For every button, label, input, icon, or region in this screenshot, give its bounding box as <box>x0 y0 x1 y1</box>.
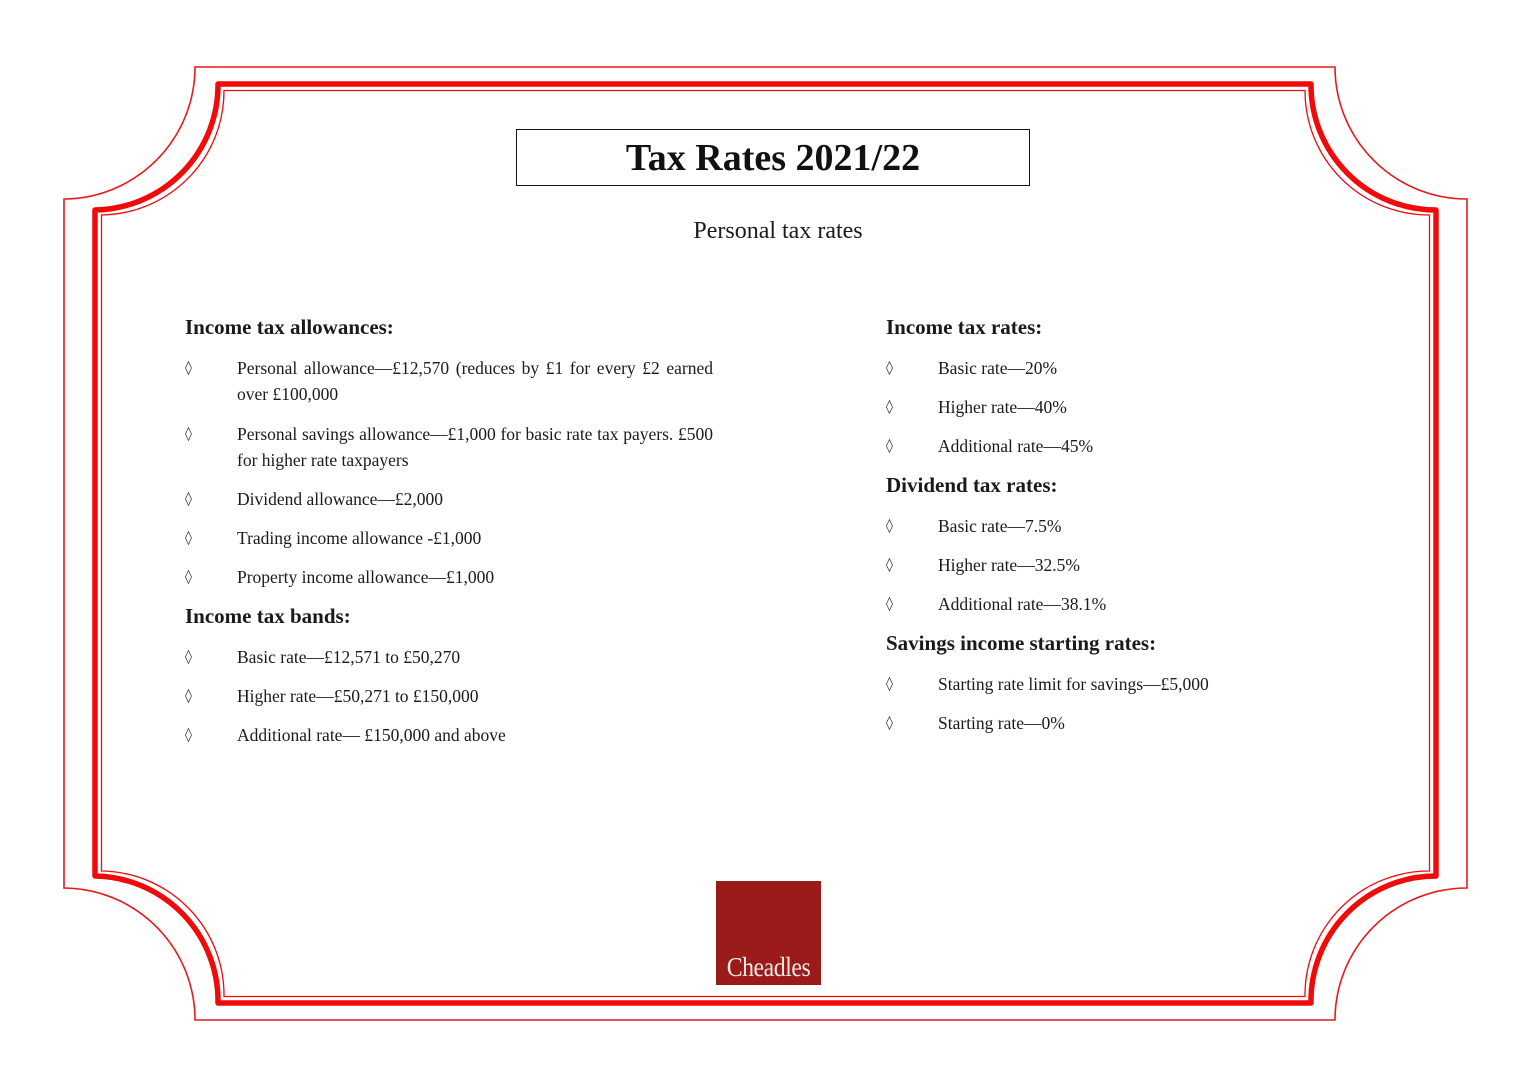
diamond-bullet-icon: ◊ <box>886 360 893 376</box>
section-heading: Dividend tax rates: <box>886 473 1058 497</box>
left-column <box>185 312 713 748</box>
list-item: ◊ Basic rate—20% <box>886 355 1306 381</box>
list-item: ◊ Starting rate—0% <box>886 710 1306 736</box>
section-heading: Income tax allowances: <box>185 315 394 339</box>
diamond-bullet-icon: ◊ <box>185 569 192 585</box>
right-column <box>886 312 1306 736</box>
list-item: ◊ Higher rate—£50,271 to £150,000 <box>185 683 713 709</box>
diamond-bullet-icon: ◊ <box>886 557 893 573</box>
section-heading: Savings income starting rates: <box>886 631 1157 655</box>
diamond-bullet-icon: ◊ <box>185 530 192 546</box>
section-dividend-tax-rates <box>886 470 1306 617</box>
diamond-bullet-icon: ◊ <box>185 426 192 442</box>
section-heading: Income tax bands: <box>185 604 351 628</box>
list-item: ◊ Additional rate— £150,000 and above <box>185 722 713 748</box>
diamond-bullet-icon: ◊ <box>185 688 192 704</box>
list-item: ◊ Dividend allowance—£2,000 <box>185 486 713 512</box>
page-title <box>516 129 1030 186</box>
diamond-bullet-icon: ◊ <box>886 676 893 692</box>
diamond-bullet-icon: ◊ <box>886 518 893 534</box>
list-item: ◊ Personal savings allowance—£1,000 for basic rate tax payers. £500 for higher rate taxpayers <box>185 421 713 473</box>
diamond-bullet-icon: ◊ <box>886 596 893 612</box>
list-item: ◊ Basic rate—£12,571 to £50,270 <box>185 644 713 670</box>
list-item: ◊ Trading income allowance -£1,000 <box>185 525 713 551</box>
list-item: ◊ Basic rate—7.5% <box>886 513 1306 539</box>
diamond-bullet-icon: ◊ <box>185 360 192 376</box>
list-item: ◊ Higher rate—40% <box>886 394 1306 420</box>
list-item: ◊ Personal allowance—£12,570 (reduces by £1 for every £2 earned over £100,000 <box>185 355 713 407</box>
diamond-bullet-icon: ◊ <box>886 715 893 731</box>
list-item: ◊ Additional rate—45% <box>886 433 1306 459</box>
section-income-tax-rates <box>886 312 1306 459</box>
section-income-tax-allowances <box>185 312 713 590</box>
diamond-bullet-icon: ◊ <box>185 491 192 507</box>
section-savings-income-starting-rates <box>886 628 1306 736</box>
diamond-bullet-icon: ◊ <box>886 399 893 415</box>
logo-text: Cheadles <box>726 952 811 982</box>
list-item: ◊ Property income allowance—£1,000 <box>185 564 713 590</box>
section-heading: Income tax rates: <box>886 315 1043 339</box>
diamond-bullet-icon: ◊ <box>185 727 192 743</box>
list-item: ◊ Starting rate limit for savings—£5,000 <box>886 671 1306 697</box>
list-item: ◊ Higher rate—32.5% <box>886 552 1306 578</box>
list-item: ◊ Additional rate—38.1% <box>886 591 1306 617</box>
cheadles-logo <box>716 881 821 985</box>
diamond-bullet-icon: ◊ <box>185 649 192 665</box>
diamond-bullet-icon: ◊ <box>886 438 893 454</box>
page-subtitle: Personal tax rates <box>693 218 863 244</box>
section-income-tax-bands <box>185 601 713 748</box>
page-title-text: Tax Rates 2021/22 <box>625 136 921 179</box>
